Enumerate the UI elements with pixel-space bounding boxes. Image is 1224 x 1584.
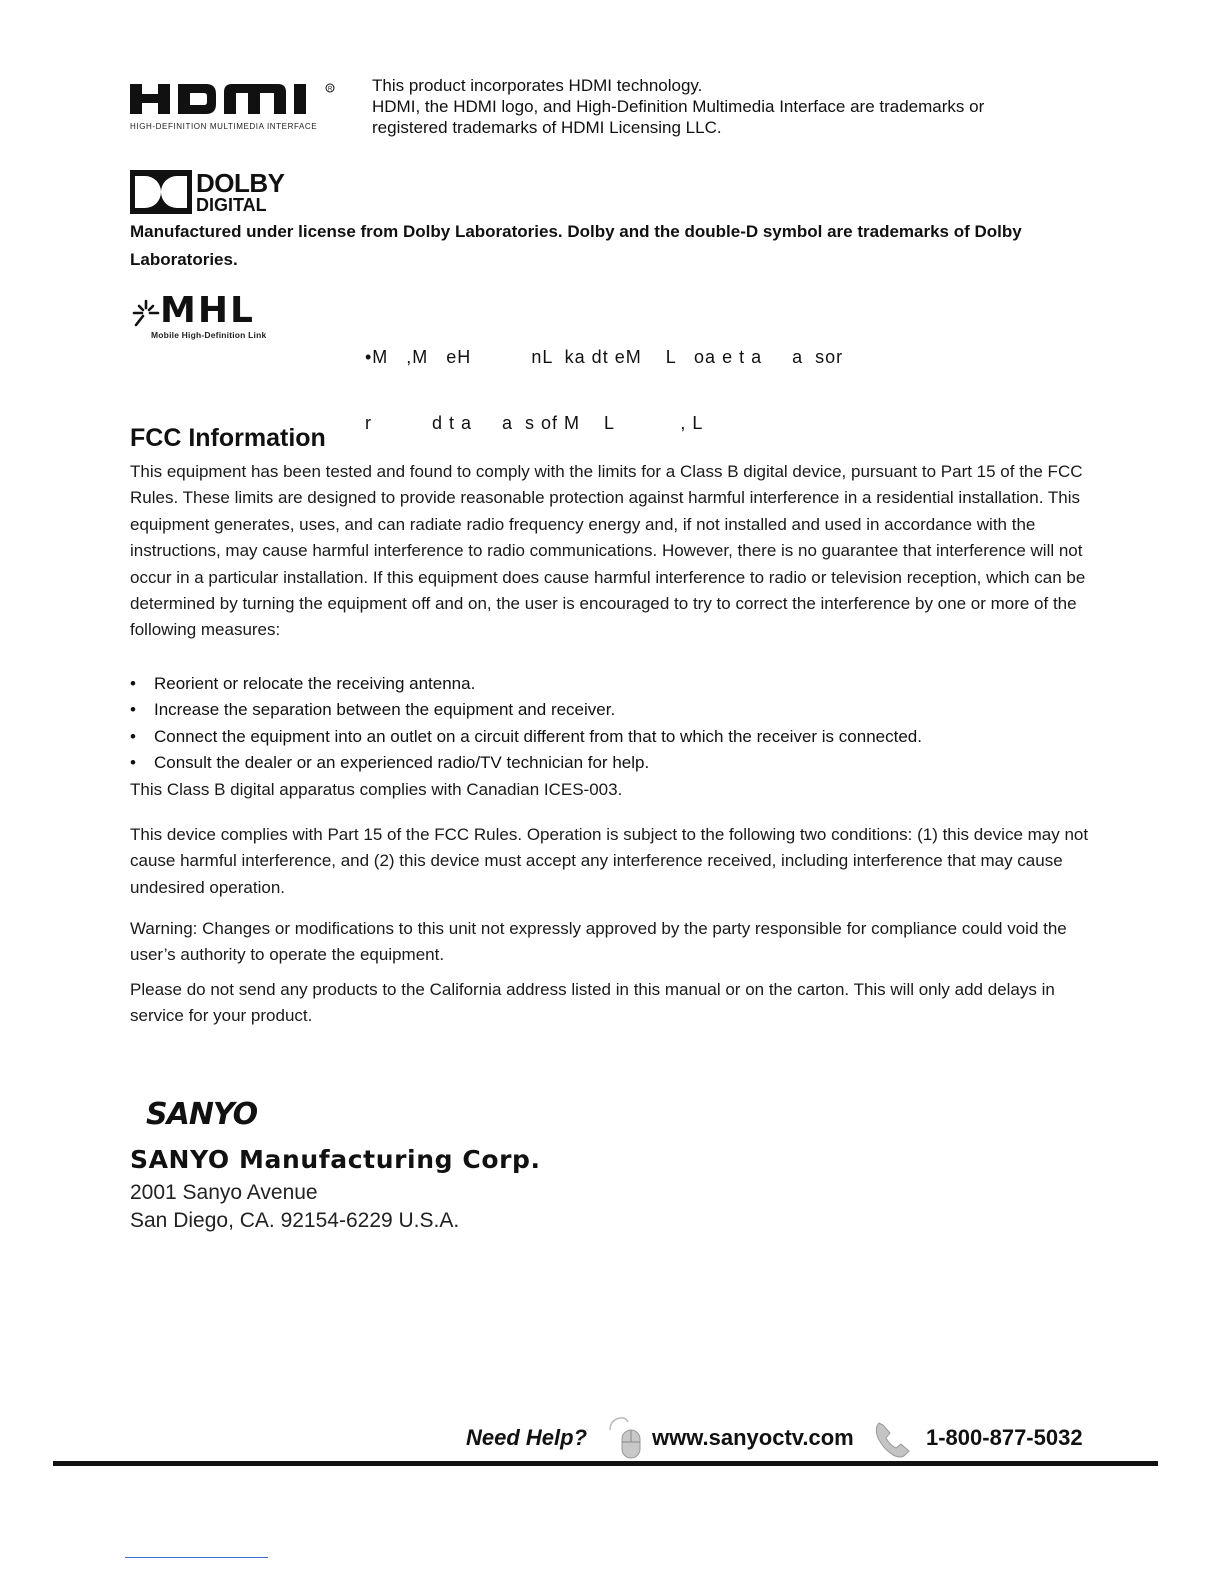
company-address [130,1179,459,1235]
hdmi-notice [372,75,1072,138]
hdmi-notice-line: HDMI, the HDMI logo, and High-Definition Multimedia Interface are trademarks or [372,97,985,116]
service-notice: Please do not send any products to the California address listed in this manual or on the carton. This will only add delays in service for your product. [130,980,1055,1026]
mhl-logo [130,290,320,331]
double-d-icon [130,170,192,214]
measure-text: Consult the dealer or an experienced radio/TV technician for help. [154,753,650,773]
dolby-logo-sub: DIGITAL [196,195,267,215]
sanyo-logo [146,1097,271,1133]
need-help-label: Need Help? [466,1425,588,1450]
mouse-icon [606,1416,642,1460]
fcc-part15-notice: This device complies with Part 15 of the FCC Rules. Operation is subject to the following two conditions: (1) this device may not cause harmful interference, and (2) this device must accept any interference received, including interference that may cause undesired operation. [130,825,1089,897]
bullet: • [130,753,136,773]
website-link[interactable]: www.sanyoctv.com [652,1425,854,1450]
mhl-notice-line: r d t a a s of M L , L [365,413,704,433]
bottom-accent-line [125,1557,268,1558]
list-item [130,671,1095,697]
list-item [130,724,1095,750]
hdmi-logo-tagline: HIGH-DEFINITION MULTIMEDIA INTERFACE [130,122,318,131]
fcc-warning: Warning: Changes or modifications to this unit not expressly approved by the party responsible for compliance could void the user’s authority to operate the equipment. [130,919,1067,965]
dolby-logo [130,170,310,216]
mhl-logo-tagline: Mobile High-Definition Link [151,330,267,340]
footer-divider [53,1461,1158,1466]
hdmi-notice-line: This product incorporates HDMI technology. [372,76,703,95]
svg-text:R: R [328,86,333,93]
mhl-notice-line: •M ,M eH nL ka dt eM L oa e t a a sor [365,347,844,367]
fcc-paragraph: This equipment has been tested and found to comply with the limits for a Class B digital device, pursuant to Part 15 of the FCC Rules. These limits are designed to provide reasonable protection against harmful interference in a residential installation. This equipment generates, uses, and can radiate radio frequency energy and, if not installed and used in accordance with the instructions, may cause harmful interference to radio communications. However, there is no guarantee that interference will not occur in a particular installation. If this equipment does cause harmful interference to radio or television reception, which can be determined by turning the equipment off and on, the user is encouraged to try to correct the interference by one or more of the following measures: [130,462,1086,640]
sanyo-logo-word: SANYO [146,1097,258,1132]
address-line: 2001 Sanyo Avenue [130,1181,318,1204]
measure-text: Connect the equipment into an outlet on a circuit different from that to which the receiver is connected. [154,726,922,746]
measure-text: Increase the separation between the equipment and receiver. [154,700,616,720]
dolby-notice: Manufactured under license from Dolby Laboratories. Dolby and the double-D symbol are trademarks of Dolby Laboratories. [130,222,1022,269]
phone-icon [873,1419,915,1459]
canada-compliance: This Class B digital apparatus complies with Canadian ICES-003. [130,780,623,799]
dolby-logo-word: DOLBY [196,168,285,198]
hdmi-notice-line: registered trademarks of HDMI Licensing LLC. [372,118,722,137]
list-item [130,697,1095,723]
mhl-notice [365,302,1065,456]
measure-text: Reorient or relocate the receiving antenna. [154,674,476,693]
bullet: • [130,700,136,720]
mhl-star-icon [130,298,160,328]
hdmi-logo [130,78,340,124]
fcc-title: FCC Information [130,424,326,452]
bullet: • [130,726,136,746]
fcc-measures-list [130,671,1095,777]
support-phone[interactable]: 1-800-877-5032 [926,1425,1083,1450]
address-line: San Diego, CA. 92154-6229 U.S.A. [130,1209,460,1232]
mhl-logo-word: MHL [160,290,255,331]
company-name: SANYO Manufacturing Corp. [130,1145,541,1174]
list-item [130,750,1095,776]
bullet: • [130,674,136,693]
